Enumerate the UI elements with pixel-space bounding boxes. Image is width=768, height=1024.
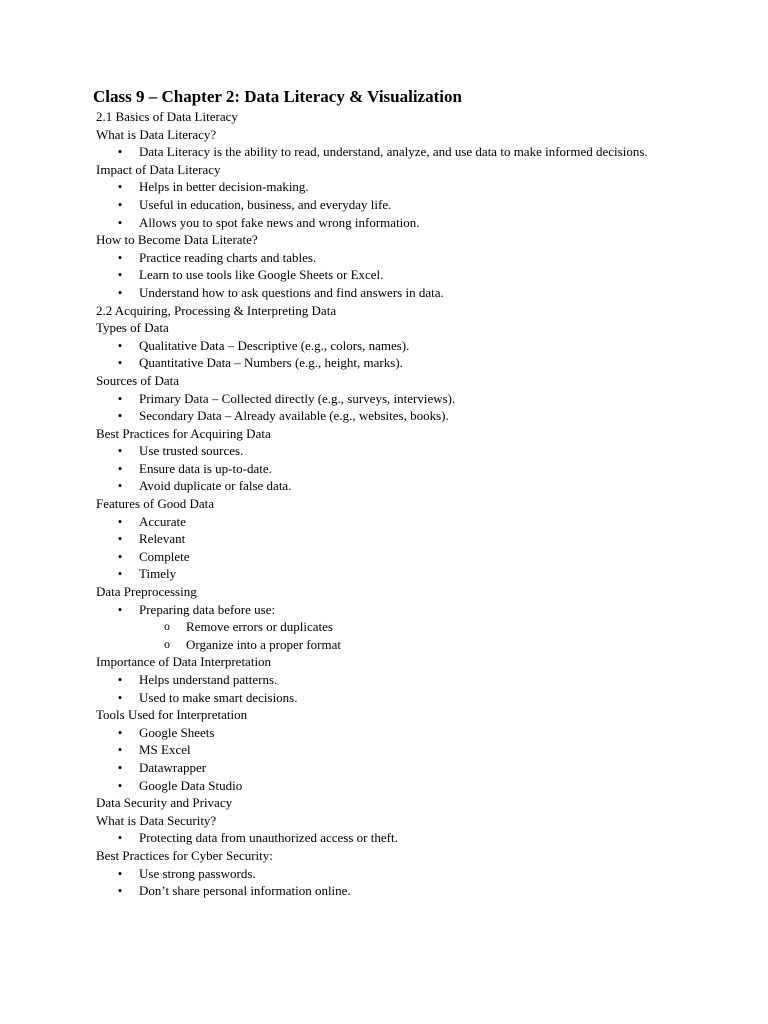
bullet-text: Data Literacy is the ability to read, understand, analyze, and use data to make informed decisions. xyxy=(139,144,648,160)
bullet-icon: • xyxy=(117,390,123,406)
bullet-text: Protecting data from unauthorized access or theft. xyxy=(139,830,398,846)
bullet-icon: • xyxy=(117,408,123,424)
bullet-text: Preparing data before use: xyxy=(139,601,276,617)
bullet-icon: • xyxy=(117,742,123,758)
bullet-icon: • xyxy=(117,267,123,283)
bullet-item xyxy=(96,724,676,742)
bullet-item xyxy=(96,865,676,883)
section-heading: Features of Good Data xyxy=(96,496,215,512)
sub-bullet-item xyxy=(96,636,676,654)
bullet-item xyxy=(96,777,676,795)
section-heading: How to Become Data Literate? xyxy=(96,232,258,248)
section-heading: Best Practices for Acquiring Data xyxy=(96,425,271,441)
bullet-item xyxy=(96,548,676,566)
bullet-text: Secondary Data – Already available (e.g., websites, books). xyxy=(139,408,449,424)
bullet-item xyxy=(96,513,676,531)
bullet-item xyxy=(96,477,676,495)
bullet-text: Don’t share personal information online. xyxy=(139,883,351,899)
bullet-icon: • xyxy=(117,249,123,265)
section-heading: Data Security and Privacy xyxy=(96,795,233,811)
bullet-text: Quantitative Data – Numbers (e.g., height, marks). xyxy=(139,355,403,371)
bullet-text: Allows you to spot fake news and wrong information. xyxy=(139,214,420,230)
bullet-item xyxy=(96,337,676,355)
bullet-text: Qualitative Data – Descriptive (e.g., colors, names). xyxy=(139,337,410,353)
bullet-text: Use strong passwords. xyxy=(139,865,256,881)
section-heading: Best Practices for Cyber Security: xyxy=(96,847,273,863)
bullet-icon: • xyxy=(117,865,123,881)
sub-bullet-item xyxy=(96,618,676,636)
bullet-item xyxy=(96,214,676,232)
section-heading: What is Data Literacy? xyxy=(96,126,217,142)
bullet-icon: • xyxy=(117,777,123,793)
bullet-text: Helps understand patterns. xyxy=(139,672,278,687)
bullet-item xyxy=(96,178,676,196)
bullet-item xyxy=(96,741,676,759)
bullet-text: Understand how to ask questions and find answers in data. xyxy=(139,284,444,300)
hollow-bullet-icon: o xyxy=(164,636,170,651)
bullet-text: Google Sheets xyxy=(139,724,215,740)
bullet-text: Timely xyxy=(139,566,177,582)
bullet-item xyxy=(96,390,676,408)
bullet-text: Practice reading charts and tables. xyxy=(139,249,317,265)
bullet-item xyxy=(96,601,676,619)
bullet-text: Datawrapper xyxy=(139,759,207,775)
bullet-item xyxy=(96,882,676,900)
bullet-item xyxy=(96,689,676,707)
bullet-item xyxy=(96,460,676,478)
bullet-text: Use trusted sources. xyxy=(139,443,244,459)
bullet-text: Ensure data is up-to-date. xyxy=(139,460,272,476)
bullet-icon: • xyxy=(117,460,123,476)
bullet-text: Used to make smart decisions. xyxy=(139,689,298,705)
section-heading: Impact of Data Literacy xyxy=(96,161,221,177)
section-heading: 2.2 Acquiring, Processing & Interpreting Data xyxy=(96,302,337,318)
bullet-icon: • xyxy=(117,689,123,705)
bullet-icon: • xyxy=(117,284,123,300)
document-body xyxy=(96,108,676,900)
bullet-text: MS Excel xyxy=(139,742,191,758)
bullet-icon: • xyxy=(117,531,123,547)
bullet-icon: • xyxy=(117,355,123,371)
bullet-item xyxy=(96,249,676,267)
section-heading: Importance of Data Interpretation xyxy=(96,654,272,670)
document-title: Class 9 – Chapter 2: Data Literacy & Visualization xyxy=(93,87,462,106)
bullet-item xyxy=(96,671,676,689)
bullet-text: Complete xyxy=(139,548,190,564)
bullet-icon: • xyxy=(117,601,123,617)
bullet-icon: • xyxy=(117,513,123,529)
bullet-text: Helps in better decision-making. xyxy=(139,179,309,195)
sub-bullet-text: Remove errors or duplicates xyxy=(186,619,333,635)
bullet-icon: • xyxy=(117,724,123,740)
bullet-text: Google Data Studio xyxy=(139,777,243,793)
bullet-text: Useful in education, business, and everyday life. xyxy=(139,196,392,212)
section-heading: Tools Used for Interpretation xyxy=(96,707,248,723)
sub-bullet-text: Organize into a proper format xyxy=(186,636,341,652)
bullet-icon: • xyxy=(117,883,123,899)
bullet-item xyxy=(96,266,676,284)
section-heading: Sources of Data xyxy=(96,372,180,388)
bullet-icon: • xyxy=(117,478,123,494)
hollow-bullet-icon: o xyxy=(164,619,170,634)
bullet-icon: • xyxy=(117,196,123,212)
bullet-item xyxy=(96,354,676,372)
bullet-item xyxy=(96,565,676,583)
bullet-icon: • xyxy=(117,179,123,195)
bullet-item xyxy=(96,196,676,214)
section-heading: 2.1 Basics of Data Literacy xyxy=(96,109,238,124)
bullet-item xyxy=(96,442,676,460)
bullet-text: Avoid duplicate or false data. xyxy=(139,478,292,494)
bullet-icon: • xyxy=(117,144,123,160)
section-heading: Types of Data xyxy=(96,320,169,336)
bullet-text: Learn to use tools like Google Sheets or Excel. xyxy=(139,267,384,283)
bullet-icon: • xyxy=(117,759,123,775)
bullet-item xyxy=(96,530,676,548)
bullet-text: Accurate xyxy=(139,513,186,529)
bullet-icon: • xyxy=(117,214,123,230)
bullet-item xyxy=(96,143,676,161)
bullet-icon: • xyxy=(117,548,123,564)
bullet-icon: • xyxy=(117,443,123,459)
bullet-item xyxy=(96,407,676,425)
bullet-item xyxy=(96,284,676,302)
section-heading: Data Preprocessing xyxy=(96,584,197,600)
bullet-text: Primary Data – Collected directly (e.g., surveys, interviews). xyxy=(139,390,456,406)
bullet-text: Relevant xyxy=(139,531,186,547)
section-heading: What is Data Security? xyxy=(96,812,217,828)
bullet-icon: • xyxy=(117,566,123,582)
bullet-item xyxy=(96,759,676,777)
bullet-item xyxy=(96,829,676,847)
bullet-icon: • xyxy=(117,830,123,846)
bullet-icon: • xyxy=(117,337,123,353)
bullet-icon: • xyxy=(117,672,123,687)
